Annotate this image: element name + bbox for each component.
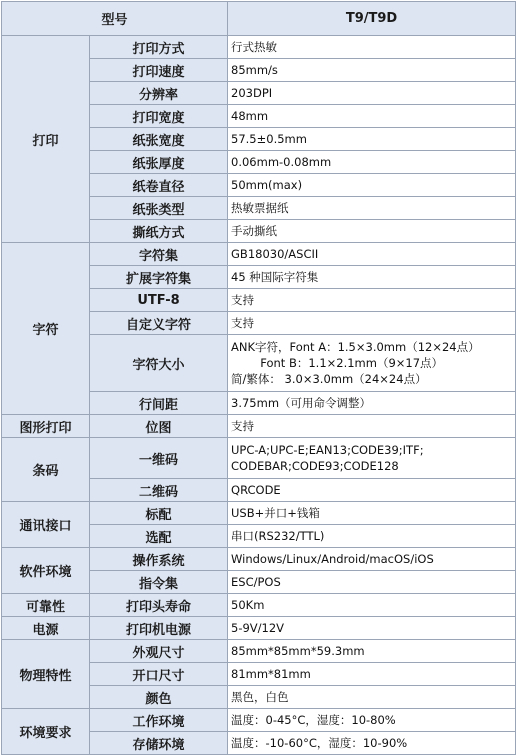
- table-row: [2, 548, 516, 571]
- spec-item-cell: UTF-8: [90, 289, 228, 312]
- spec-value-cell: 0.06mm-0.08mm: [228, 151, 516, 174]
- spec-item-cell: 位图: [90, 415, 228, 438]
- spec-value-cell: QRCODE: [228, 479, 516, 502]
- spec-item-cell: 打印机电源: [90, 617, 228, 640]
- spec-value-cell: 81mm*81mm: [228, 663, 516, 686]
- category-cell: 图形打印: [2, 415, 90, 438]
- table-row: [2, 709, 516, 732]
- spec-item-cell: 开口尺寸: [90, 663, 228, 686]
- spec-item-cell: 操作系统: [90, 548, 228, 571]
- spec-item-cell: 撕纸方式: [90, 220, 228, 243]
- spec-value-cell: 57.5±0.5mm: [228, 128, 516, 151]
- spec-value-cell: ESC/POS: [228, 571, 516, 594]
- spec-value-cell: GB18030/ASCII: [228, 243, 516, 266]
- spec-item-cell: 纸张宽度: [90, 128, 228, 151]
- spec-item-cell: 指令集: [90, 571, 228, 594]
- category-cell: 字符: [2, 243, 90, 415]
- spec-value-cell: 48mm: [228, 105, 516, 128]
- spec-value-cell: [228, 335, 516, 392]
- category-cell: 物理特性: [2, 640, 90, 709]
- spec-item-cell: 一维码: [90, 438, 228, 479]
- spec-value-line: CODEBAR;CODE93;CODE128: [231, 459, 399, 473]
- table-row: [2, 36, 516, 59]
- spec-item-cell: 分辨率: [90, 82, 228, 105]
- table-row: [2, 502, 516, 525]
- spec-item-cell: 纸卷直径: [90, 174, 228, 197]
- spec-item-cell: 扩展字符集: [90, 266, 228, 289]
- spec-value-line: Font B：1.1×2.1mm（9×17点）: [231, 356, 444, 370]
- spec-value-cell: 手动撕纸: [228, 220, 516, 243]
- category-cell: 条码: [2, 438, 90, 502]
- spec-value-line: UPC-A;UPC-E;EAN13;CODE39;ITF;: [231, 443, 424, 457]
- spec-item-cell: 工作环境: [90, 709, 228, 732]
- spec-item-cell: 打印头寿命: [90, 594, 228, 617]
- spec-value-cell: 3.75mm（可用命令调整）: [228, 392, 516, 415]
- table-row: [2, 243, 516, 266]
- spec-value-line: 简/繁体： 3.0×3.0mm（24×24点）: [231, 372, 427, 386]
- spec-item-cell: 打印速度: [90, 59, 228, 82]
- spec-item-cell: 选配: [90, 525, 228, 548]
- table-row: [2, 617, 516, 640]
- spec-value-cell: 热敏票据纸: [228, 197, 516, 220]
- category-cell: 环境要求: [2, 709, 90, 755]
- spec-item-cell: 纸张类型: [90, 197, 228, 220]
- category-cell: 打印: [2, 36, 90, 243]
- spec-value-cell: 温度：-10-60°C，湿度：10-90%: [228, 732, 516, 755]
- spec-value-cell: 45 种国际字符集: [228, 266, 516, 289]
- model-value: T9/T9D: [228, 2, 516, 36]
- spec-value-cell: 50Km: [228, 594, 516, 617]
- spec-item-cell: 外观尺寸: [90, 640, 228, 663]
- spec-body: [2, 36, 516, 755]
- category-cell: 软件环境: [2, 548, 90, 594]
- spec-item-cell: 标配: [90, 502, 228, 525]
- model-label: 型号: [2, 2, 228, 36]
- spec-item-cell: 二维码: [90, 479, 228, 502]
- spec-value-cell: 支持: [228, 415, 516, 438]
- spec-item-cell: 自定义字符: [90, 312, 228, 335]
- category-cell: 电源: [2, 617, 90, 640]
- spec-item-cell: 存储环境: [90, 732, 228, 755]
- category-cell: 通讯接口: [2, 502, 90, 548]
- spec-value-cell: 行式热敏: [228, 36, 516, 59]
- spec-value-cell: [228, 438, 516, 479]
- spec-value-cell: 串口(RS232/TTL): [228, 525, 516, 548]
- spec-item-cell: 纸张厚度: [90, 151, 228, 174]
- table-row: [2, 438, 516, 479]
- category-cell: 可靠性: [2, 594, 90, 617]
- spec-value-cell: 203DPI: [228, 82, 516, 105]
- spec-value-cell: 支持: [228, 289, 516, 312]
- spec-value-cell: USB+并口+钱箱: [228, 502, 516, 525]
- spec-value-cell: 50mm(max): [228, 174, 516, 197]
- spec-value-cell: 温度：0-45°C，湿度：10-80%: [228, 709, 516, 732]
- spec-value-cell: Windows/Linux/Android/macOS/iOS: [228, 548, 516, 571]
- spec-item-cell: 字符大小: [90, 335, 228, 392]
- table-row: [2, 594, 516, 617]
- spec-item-cell: 打印宽度: [90, 105, 228, 128]
- table-row: [2, 415, 516, 438]
- spec-item-cell: 打印方式: [90, 36, 228, 59]
- spec-table: [1, 1, 516, 755]
- table-header-row: [2, 2, 516, 36]
- spec-value-cell: 黑色，白色: [228, 686, 516, 709]
- spec-item-cell: 字符集: [90, 243, 228, 266]
- spec-value-line: ANK字符，Font A：1.5×3.0mm（12×24点）: [231, 340, 480, 354]
- spec-value-cell: 支持: [228, 312, 516, 335]
- spec-value-cell: 85mm/s: [228, 59, 516, 82]
- spec-value-cell: 5-9V/12V: [228, 617, 516, 640]
- spec-item-cell: 颜色: [90, 686, 228, 709]
- table-row: [2, 640, 516, 663]
- spec-item-cell: 行间距: [90, 392, 228, 415]
- spec-value-cell: 85mm*85mm*59.3mm: [228, 640, 516, 663]
